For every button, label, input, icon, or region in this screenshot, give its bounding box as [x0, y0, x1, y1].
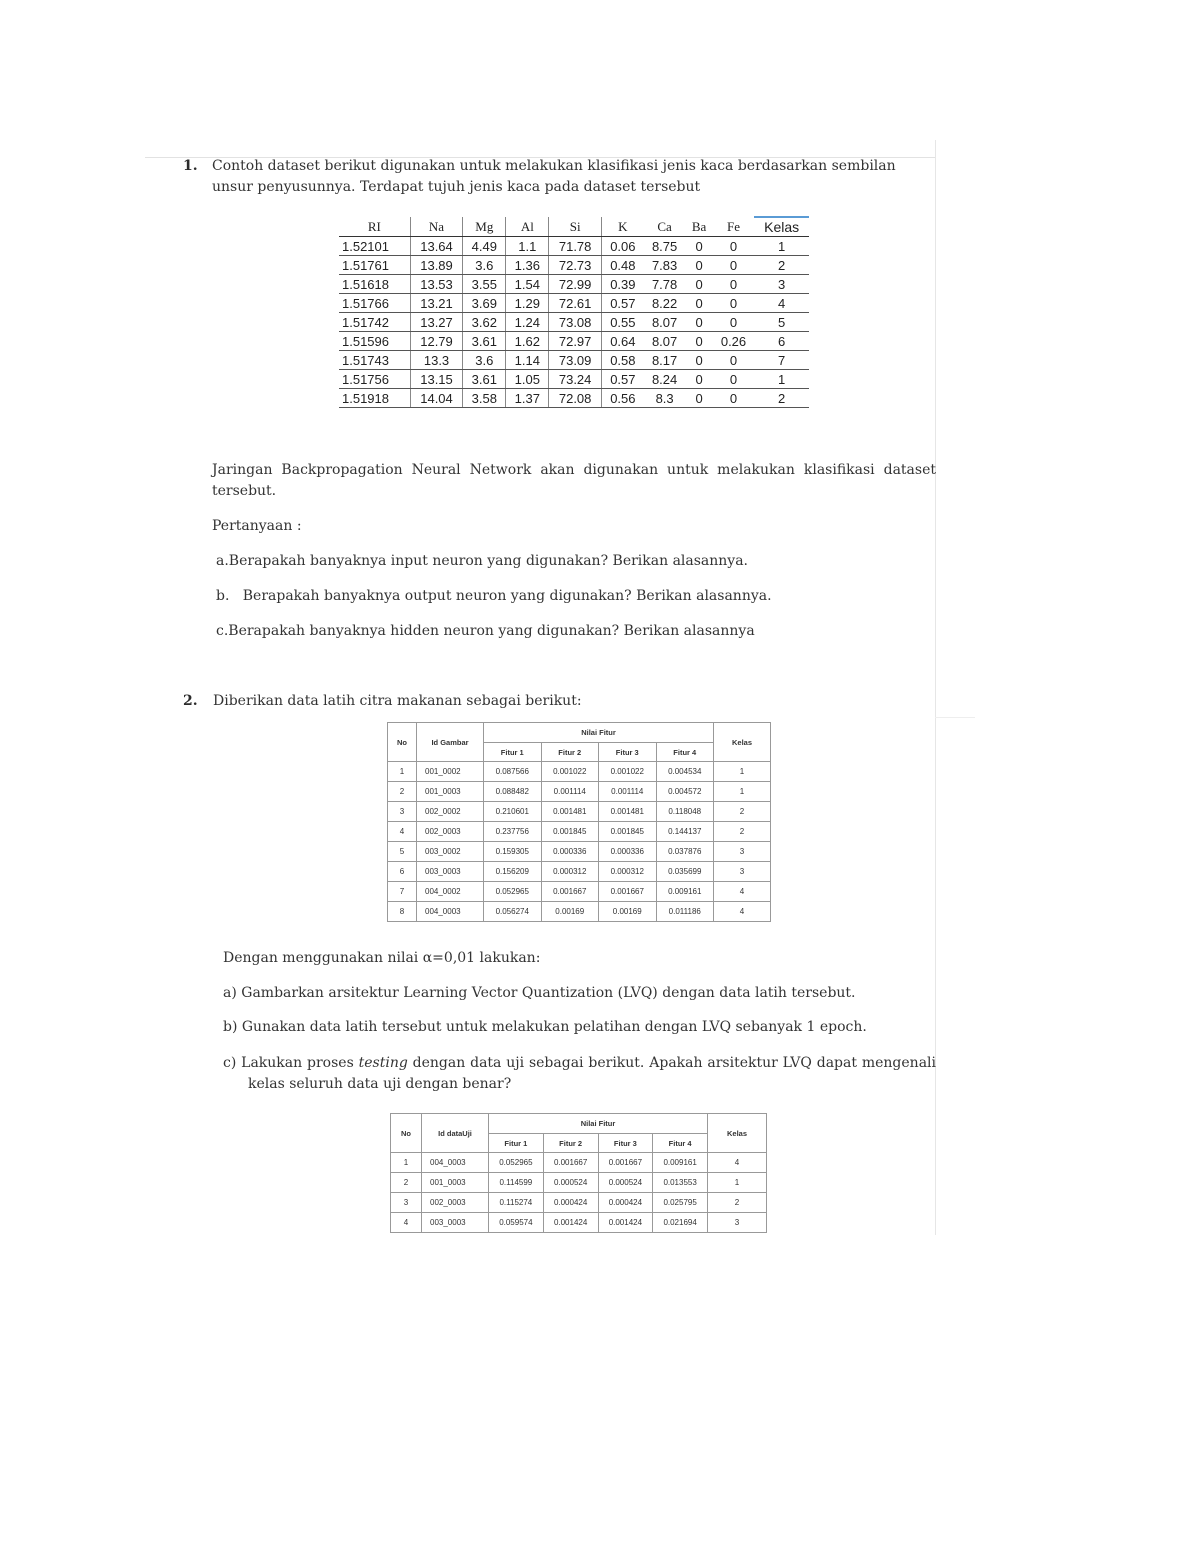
train-table-row-cell: 0.001481: [599, 802, 657, 822]
glass-table-row-cell: 1.62: [506, 332, 549, 351]
train-table-row-cell: 0.001022: [599, 762, 657, 782]
train-header-feature: Fitur 1: [484, 743, 542, 762]
train-header-group: Nilai Fitur: [484, 723, 714, 743]
train-header-feature: Fitur 3: [599, 743, 657, 762]
glass-table-row-cell: 1.37: [506, 389, 549, 408]
glass-table-row-cell: 3.61: [463, 332, 506, 351]
train-table-row-cell: 0.056274: [484, 902, 542, 922]
glass-table-row-cell: 72.97: [549, 332, 602, 351]
train-table-row-cell: 1: [714, 782, 771, 802]
train-table-row-cell: 0.001667: [541, 882, 599, 902]
glass-table-row-cell: 8.07: [644, 313, 686, 332]
train-table-row-cell: 2: [714, 822, 771, 842]
train-table-row-cell: 5: [388, 842, 417, 862]
train-table-row-cell: 0.052965: [484, 882, 542, 902]
glass-table-row: [339, 237, 809, 256]
train-table-row-cell: 003_0002: [417, 842, 484, 862]
train-table-row: [388, 882, 771, 902]
glass-table-row-cell: 73.08: [549, 313, 602, 332]
train-table-row-cell: 004_0003: [417, 902, 484, 922]
glass-table-row-cell: 0: [713, 389, 755, 408]
glass-table-row-cell: 8.22: [644, 294, 686, 313]
glass-table-row-cell: 0.57: [601, 294, 643, 313]
question-1-number: 1.: [183, 158, 198, 174]
train-table-row-cell: 0.001022: [541, 762, 599, 782]
glass-table-row-cell: 1.51596: [339, 332, 410, 351]
question-1a: a.Berapakah banyaknya input neuron yang digunakan? Berikan alasannya.: [216, 553, 749, 569]
train-table-row-cell: 0.00169: [599, 902, 657, 922]
glass-table-row-cell: 0: [685, 294, 712, 313]
glass-table-row-cell: 8.75: [644, 237, 686, 256]
glass-table-row-cell: 1.24: [506, 313, 549, 332]
train-table-row-cell: 003_0003: [417, 862, 484, 882]
train-table-row-cell: 0.087566: [484, 762, 542, 782]
glass-table-row-cell: 71.78: [549, 237, 602, 256]
test-table-row-cell: 1: [391, 1153, 422, 1173]
train-table-row-cell: 0.004572: [656, 782, 714, 802]
train-table-row-cell: 3: [714, 862, 771, 882]
question-1-intro: [212, 156, 932, 198]
test-table-row-cell: 0.114599: [489, 1173, 544, 1193]
train-table-row-cell: 0.035699: [656, 862, 714, 882]
glass-table-row-cell: 4.49: [463, 237, 506, 256]
train-table-row-cell: 2: [714, 802, 771, 822]
train-header-no: No: [388, 723, 417, 762]
glass-table-row-cell: 1.1: [506, 237, 549, 256]
test-header-feature: Fitur 2: [543, 1134, 598, 1153]
glass-table-row-cell: 0: [713, 275, 755, 294]
glass-table-row-cell: 0: [713, 237, 755, 256]
train-table-row: [388, 762, 771, 782]
glass-table-row-cell: 0.39: [601, 275, 643, 294]
glass-table-row-cell: 7: [754, 351, 809, 370]
test-table-row-cell: 3: [391, 1193, 422, 1213]
glass-table-row-cell: 0: [685, 275, 712, 294]
glass-table-row-cell: 4: [754, 294, 809, 313]
glass-table-row-cell: 14.04: [410, 389, 463, 408]
glass-table-row-cell: 6: [754, 332, 809, 351]
train-table-row-cell: 0.156209: [484, 862, 542, 882]
glass-table-row-cell: 3.55: [463, 275, 506, 294]
glass-table-row-cell: 1.51918: [339, 389, 410, 408]
question-2c-post: dengan data uji sebagai berikut. Apakah arsitektur LVQ dapat mengenali: [407, 1055, 936, 1071]
train-header-id: Id Gambar: [417, 723, 484, 762]
glass-table-row-cell: 73.09: [549, 351, 602, 370]
test-table-row-cell: 1: [708, 1173, 767, 1193]
question-1-intro-line2: unsur penyusunnya. Terdapat tujuh jenis kaca pada dataset tersebut: [212, 179, 701, 195]
train-table-row-cell: 6: [388, 862, 417, 882]
test-table-row-cell: 0.013553: [653, 1173, 708, 1193]
glass-table-row-cell: 1.51743: [339, 351, 410, 370]
glass-table-row-cell: 8.3: [644, 389, 686, 408]
test-header-feature: Fitur 1: [489, 1134, 544, 1153]
pertanyaan-label: Pertanyaan :: [212, 518, 302, 534]
glass-table-row-cell: 3.62: [463, 313, 506, 332]
glass-table-row: [339, 294, 809, 313]
question-2-intro: Diberikan data latih citra makanan sebagai berikut:: [213, 693, 582, 709]
test-header-group: Nilai Fitur: [489, 1114, 708, 1134]
test-table-row-cell: 0.052965: [489, 1153, 544, 1173]
glass-table-row-cell: 1.51766: [339, 294, 410, 313]
test-table-row-cell: 0.001667: [598, 1153, 653, 1173]
glass-table-row-cell: 2: [754, 389, 809, 408]
glass-table-row-cell: 0.64: [601, 332, 643, 351]
test-table-row-cell: 4: [391, 1213, 422, 1233]
test-table-row-cell: 0.115274: [489, 1193, 544, 1213]
glass-table-row-cell: 0.06: [601, 237, 643, 256]
train-header-feature: Fitur 2: [541, 743, 599, 762]
question-1-intro-line1: Contoh dataset berikut digunakan untuk melakukan klasifikasi jenis kaca berdasarkan sembilan: [212, 158, 896, 174]
glass-col-header: Kelas: [754, 217, 809, 237]
test-table-row-cell: 002_0003: [422, 1193, 489, 1213]
glass-table-row: [339, 351, 809, 370]
glass-col-header: Ba: [685, 217, 712, 237]
test-table-row-cell: 001_0003: [422, 1173, 489, 1193]
test-table-row-cell: 004_0003: [422, 1153, 489, 1173]
train-table-row: [388, 802, 771, 822]
glass-table-row-cell: 1.52101: [339, 237, 410, 256]
glass-table-row-cell: 8.17: [644, 351, 686, 370]
alpha-line: Dengan menggunakan nilai α=0,01 lakukan:: [223, 950, 541, 966]
train-table-row-cell: 4: [388, 822, 417, 842]
backprop-line2: tersebut.: [212, 483, 277, 499]
train-table-row-cell: 4: [714, 882, 771, 902]
glass-table-row-cell: 0: [685, 237, 712, 256]
glass-table-row-cell: 8.24: [644, 370, 686, 389]
glass-table-row: [339, 256, 809, 275]
train-table-row-cell: 0.001114: [541, 782, 599, 802]
glass-col-header: Fe: [713, 217, 755, 237]
train-header-feature: Fitur 4: [656, 743, 714, 762]
train-table-row-cell: 1: [388, 762, 417, 782]
train-table-row-cell: 001_0002: [417, 762, 484, 782]
train-table-row-cell: 0.001845: [599, 822, 657, 842]
backprop-paragraph: [212, 460, 936, 502]
train-table-row-cell: 0.001667: [599, 882, 657, 902]
glass-table-row-cell: 1.54: [506, 275, 549, 294]
train-table-row-cell: 0.144137: [656, 822, 714, 842]
test-table-row: [391, 1213, 767, 1233]
train-table-row-cell: 3: [714, 842, 771, 862]
glass-table-row-cell: 1.36: [506, 256, 549, 275]
glass-col-header: RI: [339, 217, 410, 237]
question-1b: b. Berapakah banyaknya output neuron yang digunakan? Berikan alasannya.: [216, 588, 772, 604]
test-table-row-cell: 0.001667: [543, 1153, 598, 1173]
question-2c-pre: c) Lakukan proses: [223, 1055, 359, 1071]
test-table-row-cell: 2: [391, 1173, 422, 1193]
glass-table-row-cell: 72.73: [549, 256, 602, 275]
glass-table-row-cell: 0: [685, 332, 712, 351]
glass-table-row: [339, 275, 809, 294]
margin-mark: [935, 717, 975, 718]
test-table-body: [391, 1153, 767, 1233]
test-table-row-cell: 0.000424: [543, 1193, 598, 1213]
test-header-kelas: Kelas: [708, 1114, 767, 1153]
train-table-row-cell: 001_0003: [417, 782, 484, 802]
train-table-row-cell: 0.118048: [656, 802, 714, 822]
glass-table-row-cell: 2: [754, 256, 809, 275]
training-data-table: [387, 722, 771, 922]
glass-table-row: [339, 313, 809, 332]
glass-table-row: [339, 389, 809, 408]
train-table-row-cell: 2: [388, 782, 417, 802]
glass-table-row-cell: 13.15: [410, 370, 463, 389]
glass-table-row-cell: 0.58: [601, 351, 643, 370]
glass-table-row-cell: 7.83: [644, 256, 686, 275]
glass-table-row-cell: 3: [754, 275, 809, 294]
glass-table-row-cell: 0: [685, 389, 712, 408]
test-table-row-cell: 0.001424: [543, 1213, 598, 1233]
train-table-row-cell: 0.001481: [541, 802, 599, 822]
glass-table-row-cell: 1.51756: [339, 370, 410, 389]
glass-table-row-cell: 0: [685, 313, 712, 332]
question-2c: [223, 1053, 936, 1095]
glass-table-row-cell: 72.08: [549, 389, 602, 408]
test-data-table: [390, 1113, 767, 1233]
glass-col-header: Al: [506, 217, 549, 237]
train-table-row-cell: 0.000312: [599, 862, 657, 882]
glass-table-header-row: [339, 217, 809, 237]
question-2a: a) Gambarkan arsitektur Learning Vector Quantization (LVQ) dengan data latih tersebut.: [223, 985, 856, 1001]
glass-table-row-cell: 0.26: [713, 332, 755, 351]
glass-table-row: [339, 332, 809, 351]
test-header-no: No: [391, 1114, 422, 1153]
train-table-row-cell: 8: [388, 902, 417, 922]
train-table-row: [388, 822, 771, 842]
glass-table-row-cell: 7.78: [644, 275, 686, 294]
question-1c: c.Berapakah banyaknya hidden neuron yang digunakan? Berikan alasannya: [216, 623, 755, 639]
train-table-row-cell: 004_0002: [417, 882, 484, 902]
glass-table-row-cell: 13.3: [410, 351, 463, 370]
train-table-row-cell: 0.210601: [484, 802, 542, 822]
train-table-row-cell: 4: [714, 902, 771, 922]
train-table-row: [388, 902, 771, 922]
glass-table-row-cell: 0: [685, 370, 712, 389]
glass-table-row-cell: 1.05: [506, 370, 549, 389]
glass-table-row-cell: 3.69: [463, 294, 506, 313]
glass-table-row-cell: 3.61: [463, 370, 506, 389]
glass-table-row-cell: 0.55: [601, 313, 643, 332]
glass-table-row-cell: 0: [713, 294, 755, 313]
test-table-row-cell: 0.001424: [598, 1213, 653, 1233]
test-table-row: [391, 1193, 767, 1213]
train-table-row-cell: 0.159305: [484, 842, 542, 862]
glass-table-row-cell: 1.51761: [339, 256, 410, 275]
train-table-row-cell: 3: [388, 802, 417, 822]
test-header-feature: Fitur 3: [598, 1134, 653, 1153]
train-table-row-cell: 0.000336: [599, 842, 657, 862]
test-header-id: Id dataUji: [422, 1114, 489, 1153]
test-table-row-cell: 0.009161: [653, 1153, 708, 1173]
train-table-row-cell: 7: [388, 882, 417, 902]
glass-table-row-cell: 0.56: [601, 389, 643, 408]
train-header-kelas: Kelas: [714, 723, 771, 762]
question-2c-line2: kelas seluruh data uji dengan benar?: [248, 1076, 512, 1092]
glass-table-row-cell: 13.53: [410, 275, 463, 294]
glass-table-row-cell: 1: [754, 237, 809, 256]
train-table-row-cell: 0.001845: [541, 822, 599, 842]
glass-col-header: K: [601, 217, 643, 237]
glass-table-row-cell: 0: [685, 256, 712, 275]
glass-table-row-cell: 3.6: [463, 256, 506, 275]
glass-table-row-cell: 0: [713, 351, 755, 370]
train-table-row-cell: 0.004534: [656, 762, 714, 782]
glass-table-row-cell: 8.07: [644, 332, 686, 351]
glass-table-row: [339, 370, 809, 389]
glass-table-row-cell: 12.79: [410, 332, 463, 351]
glass-table-row-cell: 13.64: [410, 237, 463, 256]
train-table-row-cell: 002_0002: [417, 802, 484, 822]
train-table-row-cell: 0.009161: [656, 882, 714, 902]
train-table-row-cell: 0.00169: [541, 902, 599, 922]
question-2b: b) Gunakan data latih tersebut untuk melakukan pelatihan dengan LVQ sebanyak 1 epoch.: [223, 1019, 867, 1035]
train-table-row-cell: 0.011186: [656, 902, 714, 922]
train-table-row: [388, 842, 771, 862]
glass-table-body: [339, 237, 809, 408]
glass-table-row-cell: 0: [685, 351, 712, 370]
glass-dataset-table: [339, 216, 809, 408]
train-header-row-1: [388, 723, 771, 743]
test-table-row-cell: 0.021694: [653, 1213, 708, 1233]
test-table-row: [391, 1153, 767, 1173]
glass-table-row-cell: 13.27: [410, 313, 463, 332]
train-table-row: [388, 782, 771, 802]
glass-table-row-cell: 0: [713, 256, 755, 275]
test-table-row-cell: 0.000524: [598, 1173, 653, 1193]
train-table-row-cell: 0.000312: [541, 862, 599, 882]
glass-table-row-cell: 1.51618: [339, 275, 410, 294]
glass-col-header: Ca: [644, 217, 686, 237]
question-2c-line1: [223, 1053, 936, 1074]
glass-table-row-cell: 73.24: [549, 370, 602, 389]
glass-col-header: Mg: [463, 217, 506, 237]
question-2c-testing: testing: [358, 1055, 408, 1071]
glass-table-row-cell: 0: [713, 313, 755, 332]
glass-table-row-cell: 13.89: [410, 256, 463, 275]
test-table-row-cell: 003_0003: [422, 1213, 489, 1233]
question-2-number: 2.: [183, 693, 198, 709]
test-header-row-1: [391, 1114, 767, 1134]
glass-table-row-cell: 0.57: [601, 370, 643, 389]
glass-col-header: Na: [410, 217, 463, 237]
glass-table-row-cell: 1.29: [506, 294, 549, 313]
glass-table-row-cell: 1.14: [506, 351, 549, 370]
test-table-row-cell: 0.000524: [543, 1173, 598, 1193]
train-table-row: [388, 862, 771, 882]
train-table-row-cell: 0.237756: [484, 822, 542, 842]
glass-col-header: Si: [549, 217, 602, 237]
glass-table-row-cell: 1.51742: [339, 313, 410, 332]
train-table-row-cell: 0.088482: [484, 782, 542, 802]
train-table-row-cell: 0.001114: [599, 782, 657, 802]
glass-table-row-cell: 13.21: [410, 294, 463, 313]
test-table-row: [391, 1173, 767, 1193]
glass-table-row-cell: 3.6: [463, 351, 506, 370]
test-table-row-cell: 0.000424: [598, 1193, 653, 1213]
train-table-row-cell: 1: [714, 762, 771, 782]
glass-table-row-cell: 72.61: [549, 294, 602, 313]
glass-table-row-cell: 3.58: [463, 389, 506, 408]
glass-table-row-cell: 1: [754, 370, 809, 389]
training-table-body: [388, 762, 771, 922]
test-table-row-cell: 4: [708, 1153, 767, 1173]
train-table-row-cell: 0.037876: [656, 842, 714, 862]
glass-table-row-cell: 72.99: [549, 275, 602, 294]
glass-table-row-cell: 0.48: [601, 256, 643, 275]
glass-table-row-cell: 0: [713, 370, 755, 389]
test-table-row-cell: 3: [708, 1213, 767, 1233]
backprop-line1: Jaringan Backpropagation Neural Network akan digunakan untuk melakukan klasifikasi dataset: [212, 462, 936, 478]
test-table-row-cell: 0.025795: [653, 1193, 708, 1213]
glass-table-row-cell: 5: [754, 313, 809, 332]
train-table-row-cell: 002_0003: [417, 822, 484, 842]
test-table-row-cell: 0.059574: [489, 1213, 544, 1233]
test-table-row-cell: 2: [708, 1193, 767, 1213]
train-table-row-cell: 0.000336: [541, 842, 599, 862]
test-header-feature: Fitur 4: [653, 1134, 708, 1153]
